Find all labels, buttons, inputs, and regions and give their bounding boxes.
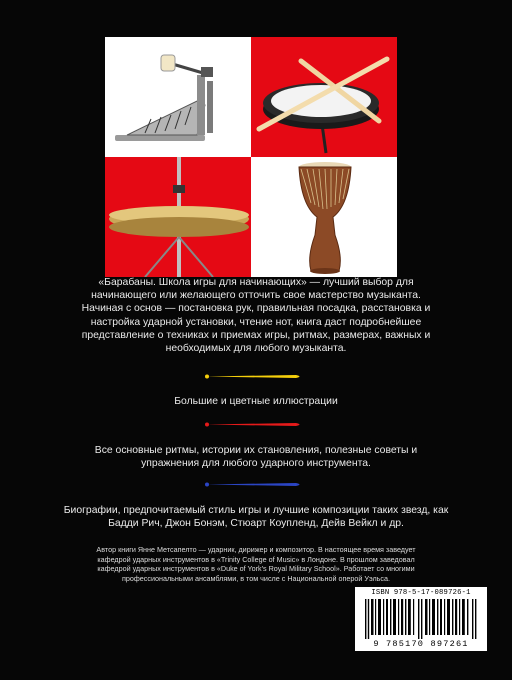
djembe-drum-icon	[251, 157, 397, 277]
bass-drum-pedal-icon	[105, 37, 251, 157]
barcode-digits: 9 785170 897261	[373, 639, 469, 649]
intro-paragraph: «Барабаны. Школа игры для начинающих» — лучший выбор для начинающего или желающего отточить свое мастерство музыканта. Начиная с основ — постановка рук, правильная посадка, расстановка и настройка ударной установки, чтение нот, книга даст подробнейшее представление о техниках и приемах игры, ритмах, размерах, важных и необходимых для любого музыканта.	[81, 277, 431, 355]
hi-hat-cymbal-icon	[105, 157, 251, 277]
isbn-number: ISBN 978-5-17-089726-1	[371, 589, 471, 597]
blue-drumstick-divider	[204, 482, 304, 487]
feature-rhythms: Все основные ритмы, истории их становления, полезные советы и упражнения для любого ударного инструмента.	[94, 445, 418, 470]
feature-biographies: Биографии, предпочитаемый стиль игры и лучшие композиции таких звезд, как Бадди Рич, Джон Бонэм, Стюарт Коупленд, Дейв Вейкл и др.	[63, 505, 449, 530]
barcode-icon	[365, 599, 477, 639]
author-bio: Автор книги Янне Метсапелто — ударник, дирижер и композитор. В настоящее время заведует кафедрой ударных инструментов в «Trinity College of Music» в Лондоне. В прошлом заведовал кафедрой ударных инструментов в «Duke of York's Royal Military School». Работает со многими профессиональными ансамблями, в том числе с Национальной оперой Уэльса.	[96, 545, 416, 583]
practice-pad-drumsticks-icon	[251, 37, 397, 157]
instrument-photo-grid	[105, 37, 397, 277]
feature-illustrations: Большие и цветные иллюстрации	[174, 396, 338, 407]
yellow-drumstick-divider	[204, 374, 304, 379]
red-drumstick-divider	[204, 422, 304, 427]
isbn-barcode-block	[355, 587, 487, 651]
